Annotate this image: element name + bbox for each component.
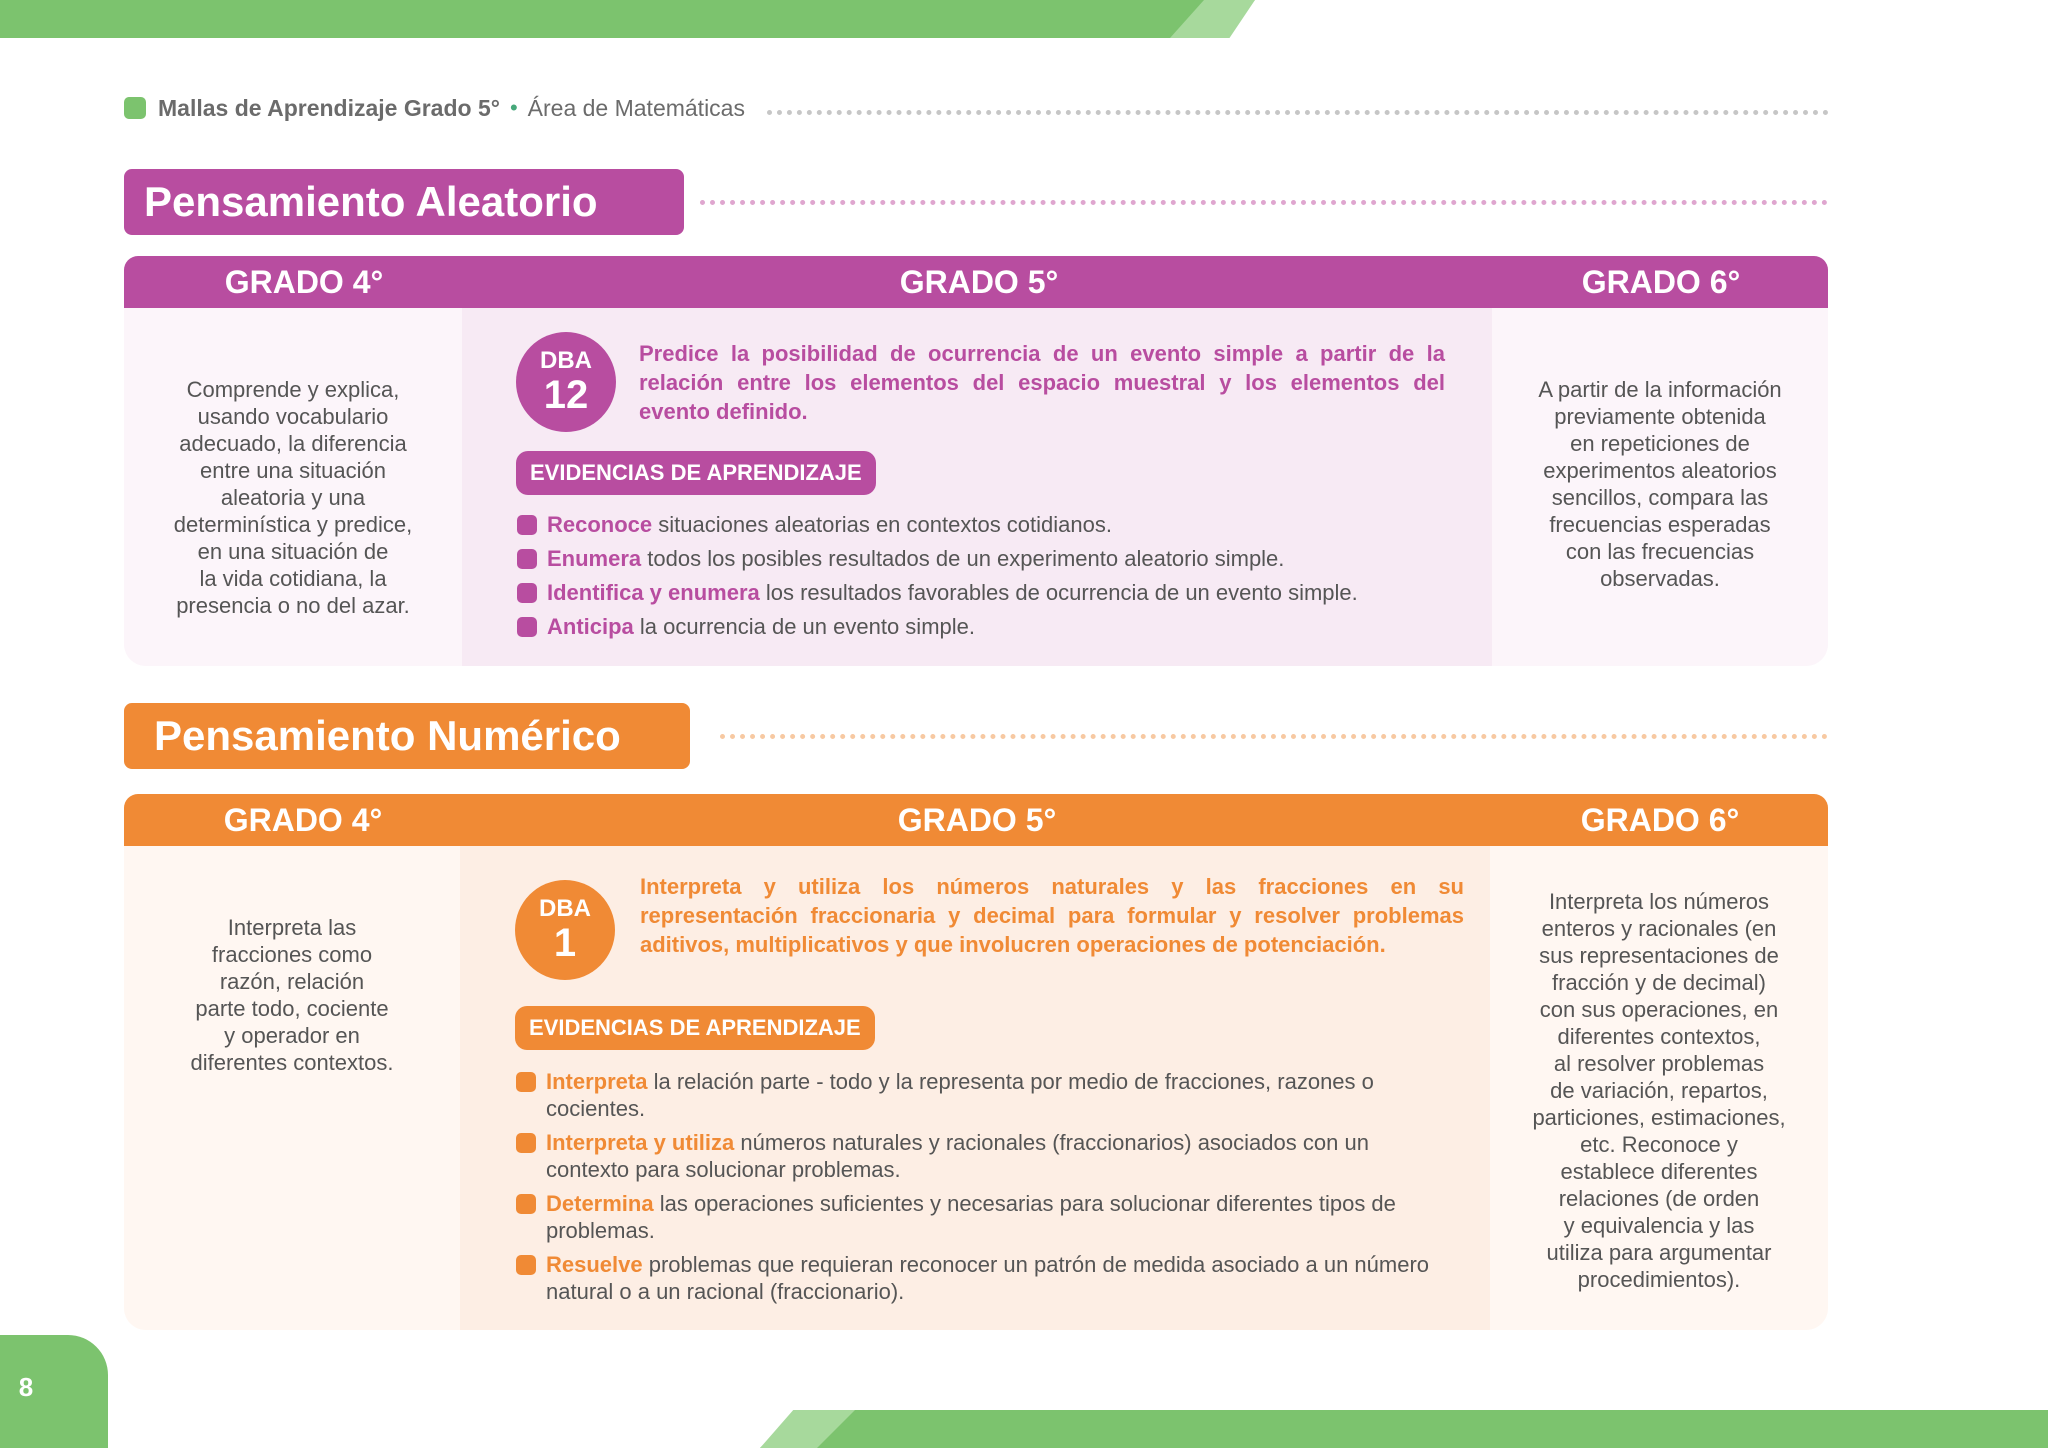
grade-4-label: GRADO 4° <box>224 264 384 300</box>
header-area: Área de Matemáticas <box>527 94 745 121</box>
header-square-icon <box>124 97 146 119</box>
bullet-square-icon <box>516 1133 536 1153</box>
dba-badge-key: DBA <box>540 347 592 374</box>
section-title-aleatorio: Pensamiento Aleatorio <box>124 169 684 235</box>
grade-6-label: GRADO 6° <box>1581 264 1741 300</box>
grade-bar-aleatorio <box>124 256 1828 308</box>
grade-6-description: Interpreta los números enteros y racionales (en sus representaciones de fracción y de decimal) con sus operaciones, en diferentes contextos, al resolver problemas de variación, repartos, particiones, estimaciones, etc. Reconoce y establece diferentes relaciones (de orden y equivalencia y las utiliza para argumentar procedimientos). <box>1532 889 1786 1292</box>
evidence-item: Resuelve problemas que requieran reconocer un patrón de medida asociado a un número natural o a un racional (fraccionario). <box>546 1251 1446 1305</box>
header-doc-title: Mallas de Aprendizaje Grado 5° <box>158 94 500 121</box>
dba-badge-number: 12 <box>543 373 589 417</box>
grade-6-description: A partir de la información previamente obtenida en repeticiones de experimentos aleatorios sencillos, compara las frecuencias esperadas con las frecuencias observadas. <box>1538 377 1782 591</box>
dba-badge-key: DBA <box>539 895 591 922</box>
evidence-item: Enumera todos los posibles resultados de un experimento aleatorio simple. <box>547 545 1467 572</box>
section-title-numerico: Pensamiento Numérico <box>124 703 690 769</box>
bullet-square-icon <box>516 1255 536 1275</box>
bullet-square-icon <box>517 549 537 569</box>
grade-5-label: GRADO 5° <box>899 264 1059 300</box>
bullet-square-icon <box>516 1072 536 1092</box>
bullet-square-icon <box>517 515 537 535</box>
bottom-green-band <box>760 1410 2048 1448</box>
header-dotted-rule <box>767 110 1829 115</box>
page-number: 8 <box>18 1372 34 1402</box>
evidencias-label: EVIDENCIAS DE APRENDIZAJE <box>515 1006 875 1050</box>
header-separator: • <box>509 95 518 120</box>
dba-statement: Interpreta y utiliza los números naturales y las fracciones en su representación fraccionaria y decimal para formular y resolver problemas aditivos, multiplicativos y que involucren operaciones de potenciación. <box>640 874 1464 957</box>
panel-aleatorio <box>124 308 1828 666</box>
bullet-square-icon <box>517 583 537 603</box>
grade-bar-numerico <box>124 794 1828 846</box>
evidence-item: Determina las operaciones suficientes y necesarias para solucionar diferentes tipos de problemas. <box>546 1190 1446 1244</box>
panel-numerico <box>124 846 1828 1330</box>
dba-badge <box>515 880 615 980</box>
evidence-item: Identifica y enumera los resultados favorables de ocurrencia de un evento simple. <box>547 579 1507 606</box>
dba-statement: Predice la posibilidad de ocurrencia de un evento simple a partir de la relación entre los elementos del espacio muestral y los elementos del evento definido. <box>639 341 1445 424</box>
evidence-item: Reconoce situaciones aleatorias en contextos cotidianos. <box>547 511 1467 538</box>
evidence-item: Interpreta y utiliza números naturales y racionales (fraccionarios) asociados con un contexto para solucionar problemas. <box>546 1129 1446 1183</box>
bullet-square-icon <box>517 617 537 637</box>
evidence-item: Anticipa la ocurrencia de un evento simple. <box>547 613 1467 640</box>
dba-badge <box>516 332 616 432</box>
grade-4-description: Interpreta las fracciones como razón, relación parte todo, cociente y operador en diferentes contextos. <box>190 915 394 1075</box>
section-dotted-rule <box>720 734 1828 739</box>
evidence-item: Interpreta la relación parte - todo y la representa por medio de fracciones, razones o cocientes. <box>546 1068 1446 1122</box>
top-green-band <box>0 0 1255 38</box>
section-dotted-rule <box>700 200 1828 205</box>
grade-6-label: GRADO 6° <box>1580 802 1740 838</box>
grade-4-description: Comprende y explica, usando vocabulario adecuado, la diferencia entre una situación aleatoria y una determinística y predice, en una situación de la vida cotidiana, la presencia o no del azar. <box>173 377 413 618</box>
running-header <box>124 92 1829 124</box>
grade-5-label: GRADO 5° <box>897 802 1057 838</box>
bullet-square-icon <box>516 1194 536 1214</box>
evidencias-label: EVIDENCIAS DE APRENDIZAJE <box>516 451 876 495</box>
grade-4-label: GRADO 4° <box>223 802 383 838</box>
dba-badge-number: 1 <box>553 921 577 965</box>
